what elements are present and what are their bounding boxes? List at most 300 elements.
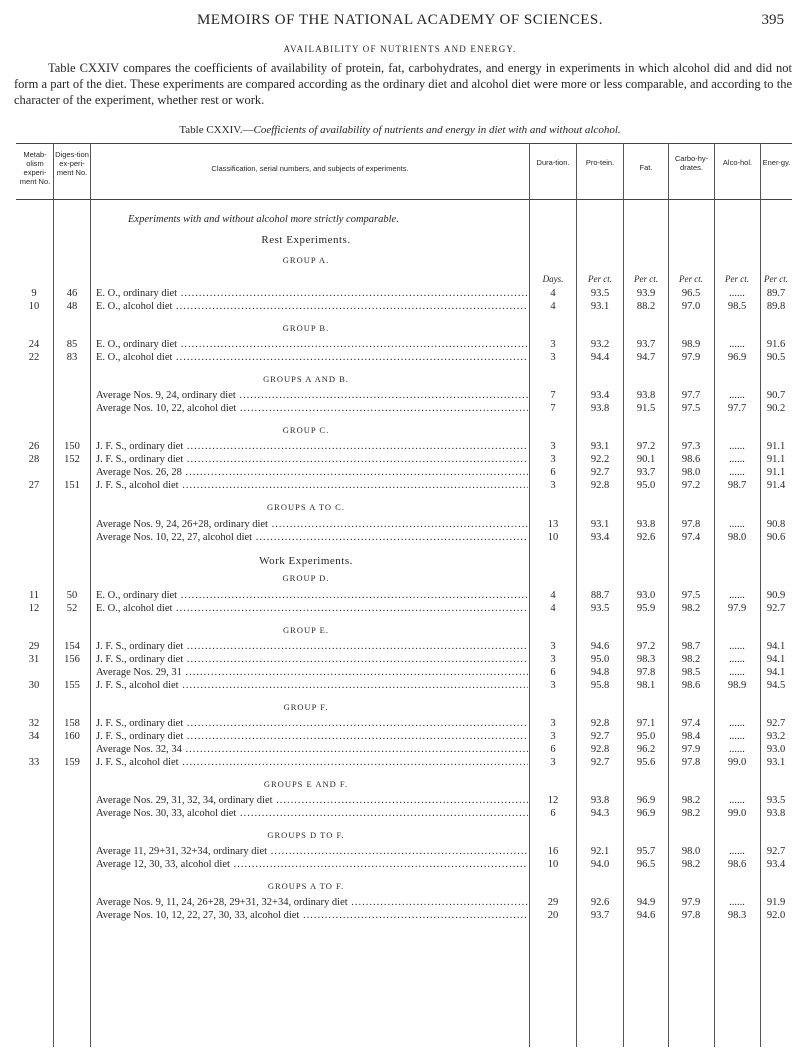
table-label: Table CXXIV.—	[179, 124, 254, 136]
alcohol-value: 97.7	[727, 403, 747, 414]
energy-value: 93.0	[766, 744, 786, 755]
energy-value: 93.1	[766, 757, 786, 768]
alcohol-value: ......	[729, 288, 745, 299]
row-label: J. F. S., alcohol diet .....	[96, 679, 528, 692]
table-row	[16, 730, 792, 743]
energy-value: 92.7	[766, 603, 786, 614]
protein-value: 88.7	[590, 590, 610, 601]
fat-value: 97.2	[636, 641, 656, 652]
alcohol-value: 98.7	[727, 480, 747, 491]
fat-value: 93.7	[636, 339, 656, 350]
energy-value: 92.0	[766, 910, 786, 921]
digestion-number: 52	[66, 603, 78, 614]
carbohydrate-value: 97.9	[681, 897, 701, 908]
header-duration: Dura-tion.	[536, 158, 570, 167]
comparison-heading-text: Experiments with and without alcohol more strictly comparable.	[128, 214, 399, 225]
table-row	[16, 807, 792, 820]
fat-value: 93.7	[636, 467, 656, 478]
table-row	[16, 679, 792, 692]
fat-value: 95.0	[636, 480, 656, 491]
table-row	[16, 602, 792, 615]
header-carbohydrates: Carbo-hy-drates.	[674, 154, 709, 172]
duration-value: 3	[550, 441, 556, 452]
table-row	[16, 518, 792, 531]
metab-number: 10	[28, 301, 40, 312]
table-row	[16, 717, 792, 730]
table-row	[16, 479, 792, 492]
group-heading-text: GROUPS A AND B.	[263, 374, 349, 384]
energy-value: 90.6	[766, 532, 786, 543]
digestion-number: 154	[64, 641, 80, 652]
fat-value: 92.6	[636, 532, 656, 543]
energy-value: 91.1	[766, 441, 786, 452]
intro-paragraph: Table CXXIV compares the coefficients of availability of protein, fat, carbohydrates, and energy in experiments in which alcohol did and did not form a part of the diet. These experiments are compared according as the ordinary diet and alcohol diet were more or less comparable, and according to the character of the experiment, whether rest or work.	[14, 61, 792, 107]
header-protein: Pro-tein.	[585, 158, 615, 167]
carbohydrate-value: 97.3	[681, 441, 701, 452]
metab-number: 22	[28, 352, 40, 363]
protein-value: 92.6	[590, 897, 610, 908]
table-row	[16, 640, 792, 653]
protein-value: 95.8	[590, 680, 610, 691]
duration-value: 10	[547, 859, 559, 870]
table-row	[16, 389, 792, 402]
group-heading-text: GROUPS E AND F.	[263, 779, 349, 789]
header-fat: Fat.	[639, 163, 653, 172]
table-row	[16, 858, 792, 871]
row-label: J. F. S., ordinary diet .....	[96, 453, 528, 466]
group-heading	[16, 254, 792, 267]
carbohydrate-value: 96.5	[681, 288, 701, 299]
fat-value: 96.5	[636, 859, 656, 870]
carbohydrate-value: 98.7	[681, 641, 701, 652]
table-row	[16, 531, 792, 544]
energy-value: 92.7	[766, 718, 786, 729]
metab-number: 12	[28, 603, 40, 614]
energy-value: 91.9	[766, 897, 786, 908]
digestion-number: 159	[64, 757, 80, 768]
section-heading-text: Work Experiments.	[259, 555, 353, 567]
page-number: 395	[761, 12, 784, 28]
duration-value: 4	[550, 301, 556, 312]
alcohol-value: ......	[729, 590, 745, 601]
table-row	[16, 338, 792, 351]
protein-value: 92.2	[590, 454, 610, 465]
alcohol-value: 98.6	[727, 859, 747, 870]
comparison-heading	[16, 213, 792, 226]
alcohol-value: 98.0	[727, 532, 747, 543]
carbohydrate-value: 97.0	[681, 301, 701, 312]
row-label: Average Nos. 32, 34 .....	[96, 743, 528, 756]
protein-value: 94.8	[590, 667, 610, 678]
table-row	[16, 440, 792, 453]
alcohol-value: ......	[729, 390, 745, 401]
row-label: Average Nos. 9, 24, ordinary diet .....	[96, 389, 528, 402]
group-heading	[16, 322, 792, 335]
fat-value: 95.0	[636, 731, 656, 742]
units-row	[16, 273, 792, 286]
table-row	[16, 453, 792, 466]
row-label: J. F. S., ordinary diet .....	[96, 640, 528, 653]
row-label: Average Nos. 9, 24, 26+28, ordinary diet .....	[96, 518, 528, 531]
carbohydrate-value: 98.2	[681, 859, 701, 870]
digestion-number: 156	[64, 654, 80, 665]
fat-value: 90.1	[636, 454, 656, 465]
carbohydrate-value: 97.5	[681, 590, 701, 601]
group-heading-text: GROUP C.	[282, 425, 330, 435]
energy-value: 93.2	[766, 731, 786, 742]
alcohol-value: ......	[729, 744, 745, 755]
table-row	[16, 666, 792, 679]
protein-value: 92.7	[590, 731, 610, 742]
digestion-number: 85	[66, 339, 78, 350]
running-head: MEMOIRS OF THE NATIONAL ACADEMY OF SCIENCES.	[196, 12, 604, 28]
protein-value: 94.0	[590, 859, 610, 870]
carbohydrate-value: 97.8	[681, 910, 701, 921]
row-label: J. F. S., ordinary diet .....	[96, 730, 528, 743]
alcohol-value: ......	[729, 795, 745, 806]
header-energy: Ener-gy.	[762, 158, 791, 167]
digestion-number: 48	[66, 301, 78, 312]
energy-value: 90.9	[766, 590, 786, 601]
unit-carbo: Per ct.	[679, 274, 703, 284]
unit-protein: Per ct.	[588, 274, 612, 284]
unit-fat: Per ct.	[634, 274, 658, 284]
alcohol-value: ......	[729, 667, 745, 678]
row-label: Average Nos. 10, 12, 22, 27, 30, 33, alcohol diet .....	[96, 909, 528, 922]
carbohydrate-value: 98.2	[681, 808, 701, 819]
duration-value: 3	[550, 480, 556, 491]
carbohydrate-value: 97.4	[681, 718, 701, 729]
row-label: Average Nos. 10, 22, alcohol diet .....	[96, 402, 528, 415]
protein-value: 93.2	[590, 339, 610, 350]
protein-value: 94.6	[590, 641, 610, 652]
carbohydrate-value: 97.5	[681, 403, 701, 414]
table-caption	[0, 124, 800, 136]
table-title: Coefficients of availability of nutrients and energy in diet with and without alcohol.	[253, 124, 621, 136]
carbohydrate-value: 98.5	[681, 667, 701, 678]
energy-value: 94.5	[766, 680, 786, 691]
row-label: Average Nos. 29, 31, 32, 34, ordinary diet .....	[96, 794, 528, 807]
digestion-number: 150	[64, 441, 80, 452]
duration-value: 3	[550, 718, 556, 729]
fat-value: 88.2	[636, 301, 656, 312]
row-label: Average Nos. 26, 28 .....	[96, 466, 528, 479]
protein-value: 93.4	[590, 390, 610, 401]
energy-value: 93.8	[766, 808, 786, 819]
carbohydrate-value: 97.4	[681, 532, 701, 543]
alcohol-value: 98.9	[727, 680, 747, 691]
energy-value: 91.1	[766, 467, 786, 478]
protein-value: 93.4	[590, 532, 610, 543]
fat-value: 93.0	[636, 590, 656, 601]
carbohydrate-value: 97.7	[681, 390, 701, 401]
table-row	[16, 845, 792, 858]
duration-value: 6	[550, 667, 556, 678]
table-row	[16, 653, 792, 666]
energy-value: 89.7	[766, 288, 786, 299]
duration-value: 3	[550, 757, 556, 768]
energy-value: 93.4	[766, 859, 786, 870]
group-heading-text: GROUP A.	[282, 255, 330, 265]
row-label: Average Nos. 30, 33, alcohol diet .....	[96, 807, 528, 820]
fat-value: 93.8	[636, 390, 656, 401]
metab-number: 9	[31, 288, 37, 299]
carbohydrate-value: 98.2	[681, 603, 701, 614]
metab-number: 27	[28, 480, 40, 491]
group-heading-text: GROUPS A TO C.	[267, 502, 345, 512]
fat-value: 93.8	[636, 519, 656, 530]
digestion-number: 158	[64, 718, 80, 729]
duration-value: 3	[550, 680, 556, 691]
unit-energy: Per ct.	[764, 274, 788, 284]
group-heading	[16, 424, 792, 437]
carbohydrate-value: 98.4	[681, 731, 701, 742]
protein-value: 94.3	[590, 808, 610, 819]
header-alcohol: Alco-hol.	[722, 158, 753, 167]
section-heading-text: Rest Experiments.	[261, 234, 351, 246]
alcohol-value: ......	[729, 718, 745, 729]
protein-value: 92.7	[590, 467, 610, 478]
alcohol-value: 99.0	[727, 757, 747, 768]
group-heading-text: GROUP D.	[282, 573, 330, 583]
section-heading	[16, 555, 792, 568]
carbohydrate-value: 97.2	[681, 480, 701, 491]
energy-value: 90.5	[766, 352, 786, 363]
carbohydrate-value: 98.2	[681, 795, 701, 806]
alcohol-value: ......	[729, 519, 745, 530]
energy-value: 94.1	[766, 654, 786, 665]
digestion-number: 152	[64, 454, 80, 465]
energy-value: 90.2	[766, 403, 786, 414]
duration-value: 7	[550, 390, 556, 401]
duration-value: 16	[547, 846, 559, 857]
metab-number: 11	[28, 590, 40, 601]
header-separator	[16, 199, 792, 200]
fat-value: 97.2	[636, 441, 656, 452]
row-label: J. F. S., alcohol diet .....	[96, 479, 528, 492]
alcohol-value: 97.9	[727, 603, 747, 614]
fat-value: 94.6	[636, 910, 656, 921]
fat-value: 97.1	[636, 718, 656, 729]
carbohydrate-value: 98.6	[681, 454, 701, 465]
alcohol-value: 99.0	[727, 808, 747, 819]
digestion-number: 160	[64, 731, 80, 742]
table-row	[16, 743, 792, 756]
carbohydrate-value: 98.2	[681, 654, 701, 665]
group-heading	[16, 624, 792, 637]
energy-value: 93.5	[766, 795, 786, 806]
group-heading-text: GROUPS A TO F.	[267, 881, 345, 891]
fat-value: 95.7	[636, 846, 656, 857]
table-row	[16, 351, 792, 364]
alcohol-value: 98.3	[727, 910, 747, 921]
digestion-number: 50	[66, 590, 78, 601]
duration-value: 4	[550, 288, 556, 299]
table-row	[16, 896, 792, 909]
metab-number: 28	[28, 454, 40, 465]
protein-value: 93.8	[590, 795, 610, 806]
duration-value: 3	[550, 339, 556, 350]
duration-value: 4	[550, 603, 556, 614]
energy-value: 94.1	[766, 667, 786, 678]
row-label: J. F. S., ordinary diet .....	[96, 717, 528, 730]
carbohydrate-value: 97.9	[681, 744, 701, 755]
alcohol-value: ......	[729, 641, 745, 652]
protein-value: 93.5	[590, 288, 610, 299]
protein-value: 93.1	[590, 519, 610, 530]
row-label: E. O., alcohol diet .....	[96, 300, 528, 313]
energy-value: 90.8	[766, 519, 786, 530]
group-heading	[16, 572, 792, 585]
protein-value: 93.5	[590, 603, 610, 614]
fat-value: 97.8	[636, 667, 656, 678]
row-label: E. O., ordinary diet .....	[96, 589, 528, 602]
header-metab: Metab-olism experi-ment No.	[19, 150, 51, 186]
table-row	[16, 466, 792, 479]
metab-number: 26	[28, 441, 40, 452]
protein-value: 93.8	[590, 403, 610, 414]
carbohydrate-value: 97.9	[681, 352, 701, 363]
row-label: E. O., alcohol diet .....	[96, 351, 528, 364]
alcohol-value: ......	[729, 454, 745, 465]
energy-value: 91.4	[766, 480, 786, 491]
fat-value: 93.9	[636, 288, 656, 299]
energy-value: 91.1	[766, 454, 786, 465]
header-digestion: Diges-tion ex-peri-ment No.	[55, 150, 89, 177]
duration-value: 3	[550, 654, 556, 665]
protein-value: 92.8	[590, 744, 610, 755]
duration-value: 3	[550, 731, 556, 742]
metab-number: 34	[28, 731, 40, 742]
fat-value: 95.9	[636, 603, 656, 614]
energy-value: 89.8	[766, 301, 786, 312]
alcohol-value: ......	[729, 731, 745, 742]
carbohydrate-value: 98.0	[681, 467, 701, 478]
protein-value: 93.1	[590, 441, 610, 452]
alcohol-value: 98.5	[727, 301, 747, 312]
metab-number: 31	[28, 654, 40, 665]
group-heading-text: GROUPS D TO F.	[267, 830, 345, 840]
energy-value: 91.6	[766, 339, 786, 350]
row-label: Average 12, 30, 33, alcohol diet .....	[96, 858, 528, 871]
alcohol-value: ......	[729, 441, 745, 452]
row-label: E. O., alcohol diet .....	[96, 602, 528, 615]
table-row	[16, 794, 792, 807]
row-label: J. F. S., ordinary diet .....	[96, 653, 528, 666]
section-heading	[16, 234, 792, 247]
metab-number: 32	[28, 718, 40, 729]
section-subhead: AVAILABILITY OF NUTRIENTS AND ENERGY.	[283, 44, 517, 54]
alcohol-value: ......	[729, 654, 745, 665]
group-heading	[16, 829, 792, 842]
carbohydrate-value: 97.8	[681, 757, 701, 768]
protein-value: 93.1	[590, 301, 610, 312]
fat-value: 98.3	[636, 654, 656, 665]
duration-value: 20	[547, 910, 559, 921]
alcohol-value: ......	[729, 846, 745, 857]
protein-value: 92.8	[590, 718, 610, 729]
header-classification: Classification, serial numbers, and subjects of experiments.	[211, 164, 409, 173]
duration-value: 3	[550, 454, 556, 465]
unit-duration: Days.	[542, 274, 564, 284]
duration-value: 10	[547, 532, 559, 543]
duration-value: 12	[547, 795, 559, 806]
metab-number: 33	[28, 757, 40, 768]
alcohol-value: ......	[729, 467, 745, 478]
table-row	[16, 589, 792, 602]
fat-value: 96.2	[636, 744, 656, 755]
table-row	[16, 756, 792, 769]
group-heading-text: GROUP F.	[283, 702, 329, 712]
unit-alcohol: Per ct.	[725, 274, 749, 284]
duration-value: 4	[550, 590, 556, 601]
fat-value: 94.7	[636, 352, 656, 363]
carbohydrate-value: 98.9	[681, 339, 701, 350]
row-label: J. F. S., alcohol diet .....	[96, 756, 528, 769]
group-heading	[16, 778, 792, 791]
duration-value: 6	[550, 744, 556, 755]
protein-value: 92.7	[590, 757, 610, 768]
fat-value: 96.9	[636, 795, 656, 806]
carbohydrate-value: 98.0	[681, 846, 701, 857]
duration-value: 6	[550, 808, 556, 819]
row-label: E. O., ordinary diet .....	[96, 287, 528, 300]
energy-value: 92.7	[766, 846, 786, 857]
group-heading	[16, 501, 792, 514]
metab-number: 29	[28, 641, 40, 652]
table-row	[16, 287, 792, 300]
duration-value: 3	[550, 641, 556, 652]
fat-value: 96.9	[636, 808, 656, 819]
group-heading	[16, 373, 792, 386]
group-heading	[16, 701, 792, 714]
alcohol-value: 96.9	[727, 352, 747, 363]
row-label: Average Nos. 9, 11, 24, 26+28, 29+31, 32+34, ordinary diet .....	[96, 896, 528, 909]
group-heading	[16, 880, 792, 893]
group-heading-text: GROUP B.	[282, 323, 330, 333]
protein-value: 94.4	[590, 352, 610, 363]
digestion-number: 151	[64, 480, 80, 491]
carbohydrate-value: 98.6	[681, 680, 701, 691]
fat-value: 98.1	[636, 680, 656, 691]
alcohol-value: ......	[729, 897, 745, 908]
energy-value: 94.1	[766, 641, 786, 652]
fat-value: 91.5	[636, 403, 656, 414]
fat-value: 95.6	[636, 757, 656, 768]
table-row	[16, 909, 792, 922]
digestion-number: 155	[64, 680, 80, 691]
carbohydrate-value: 97.8	[681, 519, 701, 530]
protein-value: 93.7	[590, 910, 610, 921]
digestion-number: 46	[66, 288, 78, 299]
energy-value: 90.7	[766, 390, 786, 401]
digestion-number: 83	[66, 352, 78, 363]
protein-value: 95.0	[590, 654, 610, 665]
metab-number: 24	[28, 339, 40, 350]
metab-number: 30	[28, 680, 40, 691]
row-label: J. F. S., ordinary diet .....	[96, 440, 528, 453]
row-label: Average Nos. 10, 22, 27, alcohol diet .....	[96, 531, 528, 544]
protein-value: 92.1	[590, 846, 610, 857]
row-label: Average 11, 29+31, 32+34, ordinary diet .....	[96, 845, 528, 858]
group-heading-text: GROUP E.	[283, 625, 329, 635]
duration-value: 6	[550, 467, 556, 478]
row-label: E. O., ordinary diet .....	[96, 338, 528, 351]
duration-value: 13	[547, 519, 559, 530]
alcohol-value: ......	[729, 339, 745, 350]
duration-value: 29	[547, 897, 559, 908]
table-row	[16, 402, 792, 415]
